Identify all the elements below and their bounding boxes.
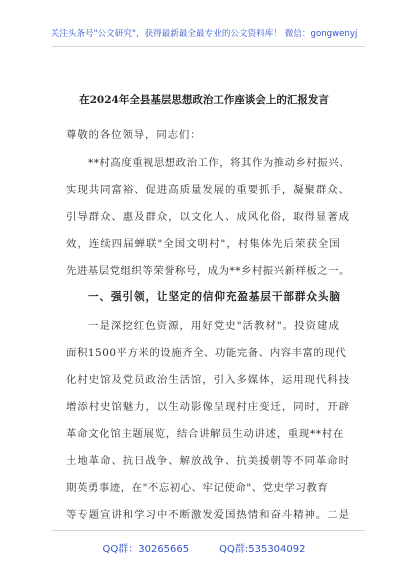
header-banner: 关注头条号"公文研究"，获得最新最全最专业的公文资料库！ 微信：gongwenyj [50,29,358,39]
intro-line: 先进基层党组织等荣誉称号，成为**乡村振兴新样板之一。 [66,265,350,277]
intro-line: 效，连续四届蝉联"全国文明村"，村集体先后荣获全国 [66,238,341,250]
body-line: 面积1500平方米的设施齐全、功能完备、内容丰富的现代 [66,347,347,359]
footer-qq-group-1: QQ群：30265665 [102,544,190,555]
body-line: 期英勇事迹，在"不忘初心、牢记使命"、党史学习教育 [66,482,329,494]
body-line: 土地革命、抗日战争、解放战争、抗美援朝等不同革命时 [66,455,350,467]
intro-line: 引导群众、惠及群众，以文化人、成风化俗，取得显著成 [66,211,350,223]
intro-line: 实现共同富裕、促进高质量发展的重要抓手，凝聚群众、 [66,184,350,196]
document-title: 在2024年全县基层思想政治工作座谈会上的汇报发言 [79,94,329,106]
body-line: 增添村史馆魅力，以生动影像呈现村庄变迁，同时，开辟 [66,401,350,413]
header-divider [52,46,365,47]
section-heading: 一、强引领，让坚定的信仰充盈基层干部群众头脑 [88,291,341,303]
body-line: 一是深挖红色资源，用好党史"活教材"。投资建成 [88,320,340,332]
salutation: 尊敬的各位领导，同志们： [66,129,202,141]
footer-divider [52,530,365,531]
body-line: 等专题宣讲和学习中不断激发爱国热情和奋斗精神。二是 [66,509,350,521]
footer [0,540,408,555]
footer-qq-group-2: QQ群:535304092 [219,544,306,555]
body-line: 革命文化馆主题展览，结合讲解员生动讲述，重现**村在 [66,428,344,440]
intro-line: **村高度重视思想政治工作，将其作为推动乡村振兴、 [88,157,350,169]
body-line: 化村史馆及党员政治生活馆，引入多媒体，运用现代科技 [66,374,350,386]
